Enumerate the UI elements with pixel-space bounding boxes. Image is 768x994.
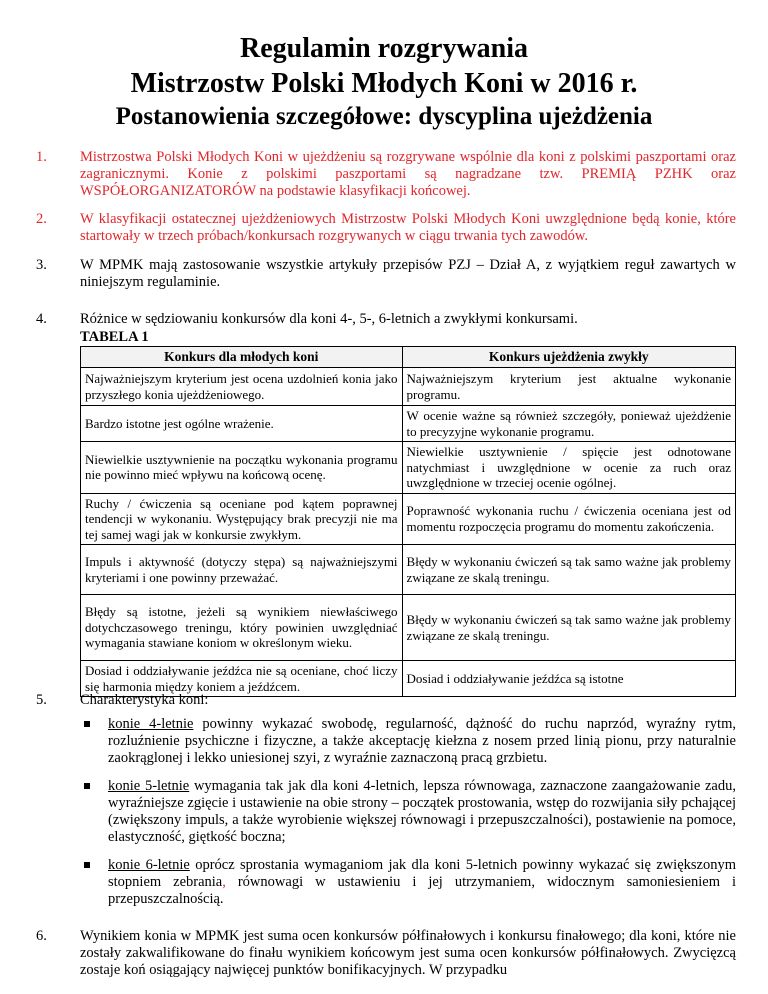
list-item-term: konie 4-letnie <box>108 716 194 732</box>
table-cell: Niewielkie usztywnienie na początku wykonania programu nie powinno mieć wpływu na końcową ocenę. <box>81 442 403 494</box>
bullet-square-icon <box>84 783 90 789</box>
table-cell: W ocenie ważne są również szczegóły, ponieważ ujeżdżenie to precyzyjne wykonanie programu. <box>402 406 735 442</box>
horse-characteristics-list <box>80 716 736 919</box>
paragraph-number: 4. <box>36 311 47 327</box>
paragraph-number: 6. <box>36 928 47 944</box>
paragraph-text: Wynikiem konia w MPMK jest suma ocen konkursów półfinałowych i konkursu finałowego; dla koni, które nie zostały zakwalifikowane do finału wynikiem końcowym jest suma ocen konkursów półfinałowych. Zwycięzcą zostaje koń osiągający najwięcej punktów bonifikacyjnych. W przypadku <box>80 928 736 978</box>
table-header-regular: Konkurs ujeżdżenia zwykły <box>402 347 735 368</box>
list-item <box>80 716 736 767</box>
paragraph-text: W klasyfikacji ostatecznej ujeżdżeniowych Mistrzostw Polski Młodych Koni uwzględnione będą konie, które startowały w trzech próbach/konkursach rozgrywanych w ciągu trwania tych zawodów. <box>80 211 736 244</box>
list-item-term: konie 5-letnie <box>108 778 190 794</box>
list-item <box>80 778 736 846</box>
paragraph-text: W MPMK mają zastosowanie wszystkie artykuły przepisów PZJ – Dział A, z wyjątkiem reguł zawartych w niniejszym regulaminie. <box>80 257 736 290</box>
list-item-term: konie 6-letnie <box>108 857 190 873</box>
paragraph-text: Charakterystyka koni: <box>80 692 209 708</box>
table-cell: Błędy są istotne, jeżeli są wynikiem niewłaściwego dotychczasowego treningu, który powinien uwzględniać wymagania stawiane koniom w określonym wieku. <box>81 595 403 661</box>
table-cell: Poprawność wykonania ruchu / ćwiczenia oceniana jest od momentu rozpoczęcia programu do momentu zakończenia. <box>402 493 735 545</box>
paragraph-number: 2. <box>36 211 47 227</box>
table-row <box>81 442 736 494</box>
list-item-text: powinny wykazać swobodę, regularność, dążność do ruchu naprzód, wyraźny rytm, rozluźnienie psychiczne i fizyczne, a także akceptację kiełzna z nosem przed linią pionu, przy naturalnie zaokrąglonej i lekko uniesionej szyi, z wyraźnie zaznaczoną pracą grzbietu. <box>108 716 736 766</box>
table-cell: Błędy w wykonaniu ćwiczeń są tak samo ważne jak problemy związane ze skalą treningu. <box>402 545 735 595</box>
list-item-text: wymagania tak jak dla koni 4-letnich, lepsza równowaga, zaznaczone zaangażowanie zadu, wyraźniejsze zgięcie i ustawienie na obie strony – początek prostowania, wstęp do rozwijania siły pchającej (zwiększony impuls, a także wyrobienie większej równowagi i przepuszczalności), postawienie na pomoce, elastyczność, giętkość boczna; <box>108 778 736 845</box>
paragraph-number: 5. <box>36 692 47 708</box>
table-label: TABELA 1 <box>80 329 149 345</box>
title-line-1: Regulamin rozgrywania <box>239 33 529 64</box>
table-header-young-horses: Konkurs dla młodych koni <box>81 347 403 368</box>
table-row <box>81 368 736 406</box>
table-cell: Dosiad i oddziaływanie jeźdźca nie są oceniane, choć liczy się harmonia między koniem a jeźdźcem. <box>81 661 403 697</box>
paragraph-text: Różnice w sędziowaniu konkursów dla koni 4-, 5-, 6-letnich a zwykłymi konkursami. <box>80 311 578 327</box>
table-row <box>81 595 736 661</box>
paragraph-number: 1. <box>36 149 47 165</box>
list-item <box>80 857 736 908</box>
paragraph-text: Mistrzostwa Polski Młodych Koni w ujeżdżeniu są rozgrywane wspólnie dla koni z polskimi paszportami oraz zagranicznymi. Konie z polskimi paszportami są nagradzane tzw. PREMIĄ PZHK oraz WSPÓŁORGANIZATORÓW na podstawie klasyfikacji końcowej. <box>80 149 736 199</box>
table-cell: Najważniejszym kryterium jest aktualne wykonanie programu. <box>402 368 735 406</box>
table-cell: Błędy w wykonaniu ćwiczeń są tak samo ważne jak problemy związane ze skalą treningu. <box>402 595 735 661</box>
list-item-comma: , <box>222 874 226 890</box>
table-row <box>81 493 736 545</box>
paragraph-number: 3. <box>36 257 47 273</box>
bullet-square-icon <box>84 721 90 727</box>
table-cell: Dosiad i oddziaływanie jeźdźca są istotne <box>402 661 735 697</box>
comparison-table <box>80 346 736 697</box>
title-line-2: Mistrzostw Polski Młodych Koni w 2016 r. <box>130 68 638 99</box>
list-item-text: równowagi w ustawieniu i jej utrzymaniem, widocznym samoniesieniem i przepuszczalnością. <box>108 874 736 907</box>
table-cell: Bardzo istotne jest ogólne wrażenie. <box>81 406 403 442</box>
table-cell: Ruchy / ćwiczenia są oceniane pod kątem poprawnej tendencji w wykonaniu. Występujący brak precyzji nie ma tej samej wagi jak w konkursie zwykłym. <box>81 493 403 545</box>
table-row <box>81 545 736 595</box>
table-header-row <box>81 347 736 368</box>
bullet-square-icon <box>84 862 90 868</box>
table-row <box>81 406 736 442</box>
table-cell: Impuls i aktywność (dotyczy stępa) są najważniejszymi kryteriami i one powinny przeważać. <box>81 545 403 595</box>
table-cell: Najważniejszym kryterium jest ocena uzdolnień konia jako przyszłego konia ujeżdżeniowego. <box>81 368 403 406</box>
list-item-text: oprócz sprostania wymaganiom jak dla koni 5-letnich powinny wykazać się zwiększonym stopniem zebrania <box>108 857 736 890</box>
table-cell: Niewielkie usztywnienie / spięcie jest odnotowane natychmiast i uwzględnione w ocenie za ruch oraz uwzględnione w trzeciej ocenie ogólnej. <box>402 442 735 494</box>
title-line-3: Postanowienia szczegółowe: dyscyplina ujeżdżenia <box>115 103 653 130</box>
